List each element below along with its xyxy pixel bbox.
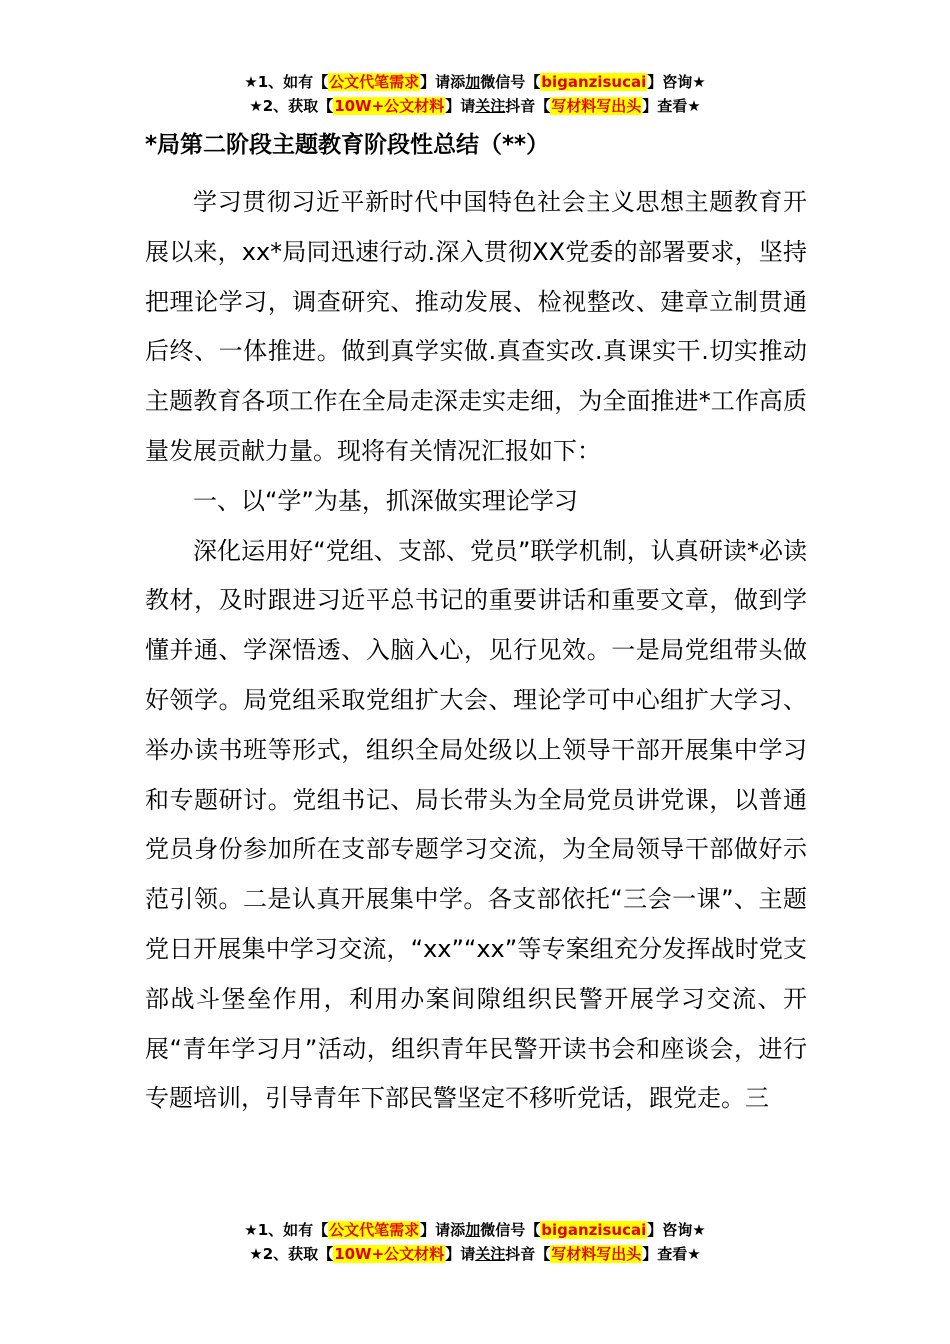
promo-banner-top xyxy=(0,70,950,118)
promo-line-1 xyxy=(0,70,950,94)
promo-text: 】咨询★ xyxy=(647,1221,706,1239)
promo-text: 】请 xyxy=(445,1245,476,1263)
promo-text: ★2、获取【 xyxy=(249,97,334,115)
promo-text: 】查看★ xyxy=(642,1245,701,1263)
promo-text: ★1、如有【 xyxy=(244,1221,329,1239)
promo-line-1 xyxy=(0,1218,950,1242)
promo-highlight: 公文代笔需求 xyxy=(329,1221,420,1239)
promo-highlight: biganzisucai xyxy=(541,73,647,91)
promo-highlight: 10W+公文材料 xyxy=(334,97,445,115)
promo-text: 】请添 xyxy=(420,73,466,91)
promo-banner-bottom xyxy=(0,1218,950,1266)
section-heading-1: 一、以“学”为基，抓深做实理论学习 xyxy=(193,486,578,515)
promo-text: 微信号【 xyxy=(480,73,541,91)
promo-highlight: 公文代笔需求 xyxy=(329,73,420,91)
paragraph-section-1: 深化运用好“党组、支部、党员”联学机制，认真研读*必读教材，及时跟进习近平总书记的重要讲话和重要文章，做到学懂并通、学深悟透、入脑入心，见行见效。一是局党组带头做好领学。局党组采取党组扩大会、理论学可中心组扩大学习、举办读书班等形式，组织全局处级以上领导干部开展集中学习和专题研讨。党组书记、局长带头为全局党员讲党课，以普通党员身份参加所在支部专题学习交流，为全局领导干部做好示范引领。二是认真开展集中学。各支部依托“三会一课”、主题党日开展集中学习交流，“xx”“xx”等专案组充分发挥战时党支部战斗堡垒作用，利用办案间隙组织民警开展学习交流、开展“青年学习月”活动，组织青年民警开读书会和座谈会，进行专题培训，引导青年下部民警坚定不移听党话，跟党走。三 xyxy=(145,536,807,1113)
promo-text: 抖音【 xyxy=(505,97,551,115)
paragraph-intro: 学习贯彻习近平新时代中国特色社会主义思想主题教育开展以来，xx*局同迅速行动.深入贯彻XX党委的部署要求，坚持把理论学习，调查研究、推动发展、检视整改、建章立制贯通后终、一体推进。做到真学实做.真查实改.真课实干.切实推动主题教育各项工作在全局走深走实走细，为全面推进*工作高质量发展贡献力量。现将有关情况汇报如下： xyxy=(145,188,807,465)
promo-highlight: 写材料写出头 xyxy=(551,1245,642,1263)
promo-underlined-text: 关注 xyxy=(475,1245,506,1263)
promo-highlight: 10W+公文材料 xyxy=(334,1245,445,1263)
promo-text: 】查看★ xyxy=(642,97,701,115)
promo-text: ★2、获取【 xyxy=(249,1245,334,1263)
promo-text: 】咨询★ xyxy=(647,73,706,91)
promo-text: 抖音【 xyxy=(505,1245,551,1263)
promo-line-2 xyxy=(0,1242,950,1266)
promo-highlight: biganzisucai xyxy=(541,1221,647,1239)
promo-text: ★1、如有【 xyxy=(244,73,329,91)
promo-underlined-text: 加 xyxy=(465,1221,481,1239)
document-title: *局第二阶段主题教育阶段性总结（**） xyxy=(145,132,550,158)
promo-text: 微信号【 xyxy=(480,1221,541,1239)
promo-underlined-text: 加 xyxy=(465,73,481,91)
promo-highlight: 写材料写出头 xyxy=(551,97,642,115)
document-body xyxy=(145,128,807,1124)
promo-text: 】请 xyxy=(445,97,476,115)
promo-underlined-text: 关注 xyxy=(475,97,506,115)
promo-text: 】请添 xyxy=(420,1221,466,1239)
promo-line-2 xyxy=(0,94,950,118)
